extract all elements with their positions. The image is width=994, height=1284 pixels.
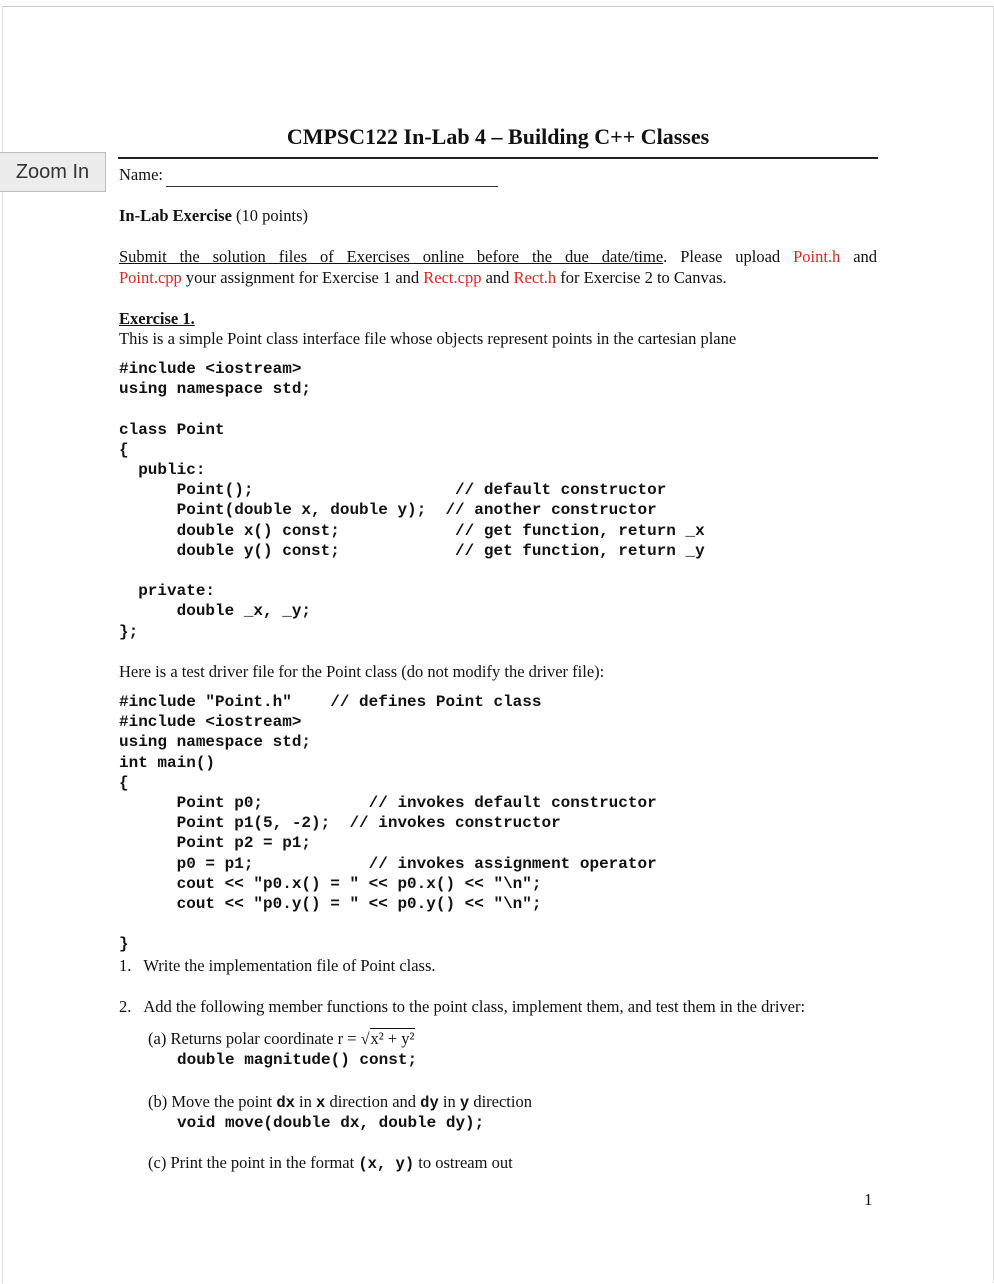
instructions-line-2: Point.cpp your assignment for Exercise 1 and Rect.cpp and Rect.h for Exercise 2 to Canvas. xyxy=(119,268,727,287)
task-2: 2. Add the following member functions to the point class, implement them, and test them in the driver: xyxy=(119,997,806,1016)
page-title: CMPSC122 In-Lab 4 – Building C++ Classes xyxy=(286,124,710,149)
point-interface-code: #include <iostream> using namespace std; class Point { public: Point(); // default constructor Point(double x, double y); // another constructor double x() const; // get function, return _x double y() const; // get function, return _y private: double _x, _y; }; xyxy=(119,360,705,641)
name-field-line xyxy=(166,186,498,187)
driver-intro: Here is a test driver file for the Point class (do not modify the driver file): xyxy=(119,662,605,681)
page-number: 1 xyxy=(864,1190,873,1209)
submit-instruction: Submit the solution files of Exercises online before the due date/time xyxy=(119,247,664,266)
subtask-b: (b) Move the point dx in x direction and dy in y direction xyxy=(148,1092,532,1112)
file-point-h: Point.h xyxy=(793,247,841,266)
sqrt-formula: √x² + y² xyxy=(360,1029,415,1048)
file-point-cpp: Point.cpp xyxy=(119,268,182,287)
subtask-a: (a) Returns polar coordinate r = √x² + y² xyxy=(148,1029,415,1048)
driver-code: #include "Point.h" // defines Point class #include <iostream> using namespace std; int main() { Point p0; // invokes default constructor Point p1(5, -2); // invokes constructor Point p2 = p1; p0 = p1; // invokes assignment operator cout << "p0.x() = " << p0.x() << "\n"; cout << "p0.y() = " << p0.y() << "\n"; } xyxy=(119,693,657,954)
exercise-heading-points: (10 points) xyxy=(231,206,308,225)
move-signature: void move(double dx, double dy); xyxy=(177,1114,485,1132)
task-1: 1. Write the implementation file of Point class. xyxy=(119,956,436,975)
magnitude-signature: double magnitude() const; xyxy=(177,1051,418,1069)
title-rule xyxy=(118,157,878,159)
name-label: Name: xyxy=(119,165,163,184)
zoom-in-button[interactable]: Zoom In xyxy=(0,152,106,192)
exercise-heading xyxy=(119,206,308,226)
exercise1-description: This is a simple Point class interface file whose objects represent points in the cartesian plane xyxy=(119,329,737,348)
file-rect-cpp: Rect.cpp xyxy=(423,268,482,287)
exercise1-heading: Exercise 1. xyxy=(119,309,195,328)
subtask-c: (c) Print the point in the format (x, y) to ostream out xyxy=(148,1153,513,1173)
file-rect-h: Rect.h xyxy=(513,268,557,287)
instructions-line-1: Submit the solution files of Exercises online before the due date/time. Please upload Point.h and xyxy=(119,247,878,266)
exercise-heading-bold: In-Lab Exercise xyxy=(119,206,232,225)
